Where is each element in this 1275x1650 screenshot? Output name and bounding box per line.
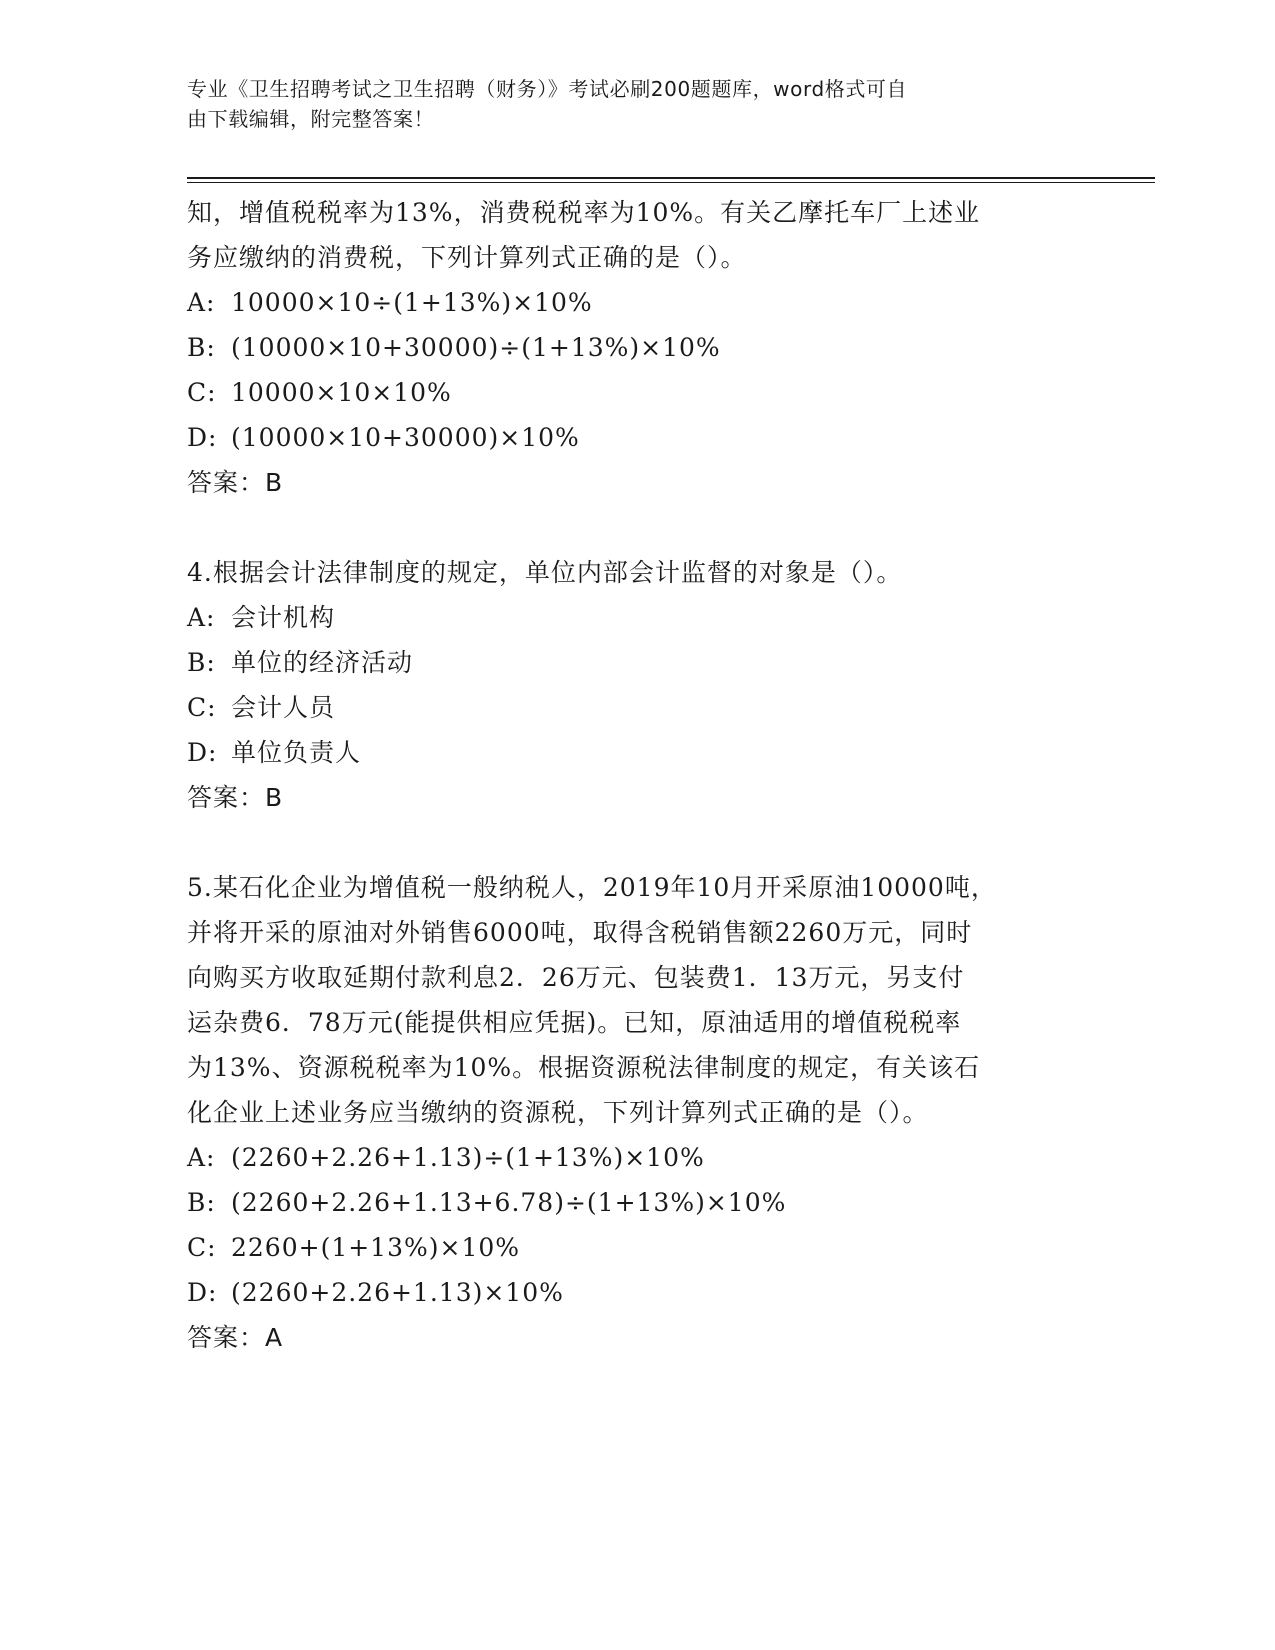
header-rule-thick bbox=[187, 177, 1155, 179]
question-stem-line: 知，增值税税率为13%，消费税税率为10%。有关乙摩托车厂上述业 bbox=[187, 198, 981, 227]
option-c bbox=[187, 370, 1077, 415]
option-text: 2260+(1+13%)×10% bbox=[231, 1233, 521, 1262]
option-label: C: bbox=[187, 378, 217, 407]
option-c bbox=[187, 685, 1077, 730]
question-5 bbox=[187, 865, 1077, 1360]
option-label: B: bbox=[187, 1188, 216, 1217]
option-text: 单位负责人 bbox=[231, 738, 362, 767]
option-d bbox=[187, 730, 1077, 775]
option-text: (2260+2.26+1.13)×10% bbox=[231, 1278, 564, 1307]
option-text: 会计机构 bbox=[231, 603, 336, 632]
option-label: C: bbox=[187, 693, 217, 722]
option-c bbox=[187, 1225, 1077, 1270]
option-b bbox=[187, 640, 1077, 685]
option-text: 10000×10×10% bbox=[231, 378, 452, 407]
question-3 bbox=[187, 190, 1077, 505]
answer-line: 答案：A bbox=[187, 1323, 284, 1352]
spacer bbox=[187, 820, 1077, 865]
option-label: D: bbox=[187, 423, 218, 452]
option-text: 会计人员 bbox=[231, 693, 336, 722]
option-text: (2260+2.26+1.13)÷(1+13%)×10% bbox=[231, 1143, 705, 1172]
option-d bbox=[187, 1270, 1077, 1315]
option-d bbox=[187, 415, 1077, 460]
option-label: D: bbox=[187, 738, 218, 767]
option-text: (10000×10+30000)÷(1+13%)×10% bbox=[231, 333, 721, 362]
document-header bbox=[187, 74, 1067, 134]
option-a bbox=[187, 1135, 1077, 1180]
option-text: (2260+2.26+1.13+6.78)÷(1+13%)×10% bbox=[231, 1188, 787, 1217]
option-text: (10000×10+30000)×10% bbox=[231, 423, 580, 452]
question-stem-line: 向购买方收取延期付款利息2．26万元、包装费1．13万元，另支付 bbox=[187, 963, 965, 992]
option-b bbox=[187, 325, 1077, 370]
question-stem-line: 5.某石化企业为增值税一般纳税人，2019年10月开采原油10000吨， bbox=[187, 873, 997, 902]
option-label: A: bbox=[187, 288, 216, 317]
question-4 bbox=[187, 550, 1077, 820]
question-stem-line: 务应缴纳的消费税，下列计算列式正确的是（）。 bbox=[187, 243, 747, 272]
option-a bbox=[187, 595, 1077, 640]
question-stem-line: 为13%、资源税税率为10%。根据资源税法律制度的规定，有关该石 bbox=[187, 1053, 981, 1082]
option-label: B: bbox=[187, 648, 216, 677]
question-stem-line: 并将开采的原油对外销售6000吨，取得含税销售额2260万元，同时 bbox=[187, 918, 973, 947]
option-label: A: bbox=[187, 603, 216, 632]
option-label: A: bbox=[187, 1143, 216, 1172]
answer-line: 答案：B bbox=[187, 468, 284, 497]
question-stem-line: 4.根据会计法律制度的规定，单位内部会计监督的对象是（）。 bbox=[187, 558, 903, 587]
header-rule-thin bbox=[187, 182, 1155, 183]
document-body bbox=[187, 190, 1077, 1360]
option-a bbox=[187, 280, 1077, 325]
option-label: C: bbox=[187, 1233, 217, 1262]
option-label: D: bbox=[187, 1278, 218, 1307]
option-text: 10000×10÷(1+13%)×10% bbox=[231, 288, 593, 317]
option-label: B: bbox=[187, 333, 216, 362]
question-stem-line: 运杂费6．78万元(能提供相应凭据)。已知，原油适用的增值税税率 bbox=[187, 1008, 962, 1037]
header-line-2: 由下载编辑，附完整答案！ bbox=[187, 107, 435, 131]
answer-line: 答案：B bbox=[187, 783, 284, 812]
option-b bbox=[187, 1180, 1077, 1225]
question-stem-line: 化企业上述业务应当缴纳的资源税，下列计算列式正确的是（）。 bbox=[187, 1098, 929, 1127]
option-text: 单位的经济活动 bbox=[231, 648, 414, 677]
header-line-1: 专业《卫生招聘考试之卫生招聘（财务）》考试必刷200题题库，word格式可自 bbox=[187, 77, 908, 101]
spacer bbox=[187, 505, 1077, 550]
